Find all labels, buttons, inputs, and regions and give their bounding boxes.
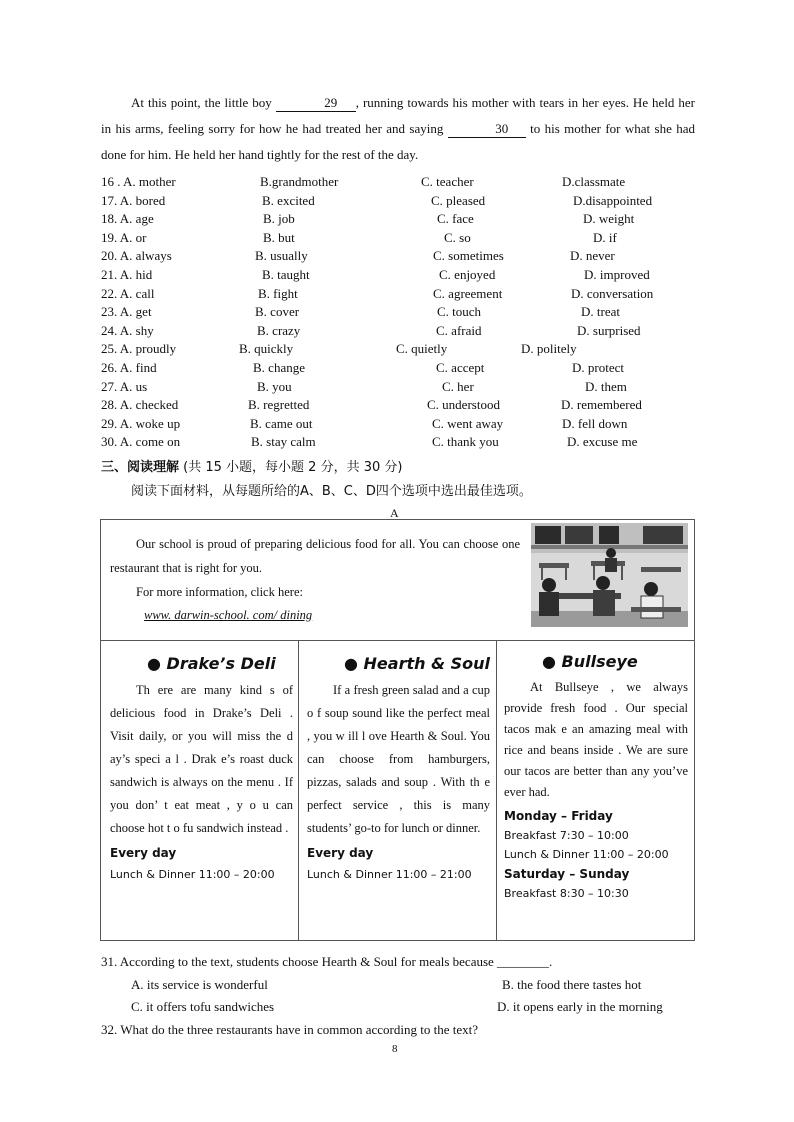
option-b: B. usually — [255, 248, 308, 264]
option-b: B. taught — [262, 266, 310, 282]
choice-row — [101, 229, 701, 248]
option-b: B. fight — [258, 285, 298, 301]
option-b: B. but — [263, 229, 295, 245]
option-d: D. politely — [521, 341, 577, 357]
option-c: C. her — [442, 378, 474, 394]
option-d: D. if — [593, 229, 617, 245]
option-c: C. understood — [427, 397, 500, 413]
option-b: B.grandmother — [260, 174, 339, 189]
option-a: 19. A. or — [101, 229, 147, 245]
restaurant-name: ● Hearth & Soul — [344, 654, 490, 673]
option-a: 21. A. hid — [101, 266, 153, 282]
hours-time: Lunch & Dinner 11:00 – 20:00 — [110, 868, 275, 881]
choice-row — [101, 192, 701, 211]
passage-text: in his arms, feeling sorry for how he had treated her and saying — [101, 121, 444, 136]
option-d: D. surprised — [577, 322, 641, 338]
option-d: D. conversation — [571, 285, 654, 301]
cafeteria-illustration — [531, 523, 688, 627]
section-note: (共 15 小题，每小题 2 分，共 30 分) — [183, 460, 403, 475]
passage-text: done for him. He held her hand tightly for the rest of the day. — [101, 147, 419, 162]
option-b: B. stay calm — [251, 434, 316, 450]
restaurant-name: ● Bullseye — [542, 652, 638, 671]
choice-row — [101, 378, 701, 397]
hours-label-weekend: Saturday – Sunday — [504, 867, 630, 881]
option-d: D. remembered — [561, 397, 642, 413]
intro-more-info: For more information, click here: — [136, 585, 303, 599]
restaurant-description: Th ere are many kind s of delicious food in Drake’s Deli . Visit daily, or you will miss the d ay’s speci a l . Drak e’s roast duck sandwich is always on the menu . If you don’ t eat meat , y o u can choose hot t o fu sandwich instead . — [110, 683, 293, 835]
option-c: C. pleased — [431, 192, 486, 208]
option-c: C. afraid — [436, 322, 482, 338]
option-b: B. job — [263, 211, 295, 227]
option-d: D. fell down — [562, 415, 628, 431]
q31-option-a: A. its service is wonderful — [131, 977, 268, 992]
blank-30: 30 — [448, 121, 526, 138]
ad-intro — [110, 532, 520, 626]
choice-row — [101, 303, 701, 322]
option-c: C. face — [437, 211, 474, 227]
choice-row — [101, 359, 701, 378]
option-b: B. quickly — [239, 341, 294, 357]
passage-paragraph — [101, 90, 695, 168]
option-a: 29. A. woke up — [101, 415, 181, 431]
option-b: B. regretted — [248, 397, 310, 413]
option-c: C. accept — [436, 359, 485, 375]
q31-option-b: B. the food there tastes hot — [502, 977, 642, 992]
option-d: D. excuse me — [567, 434, 638, 450]
option-d: D. them — [585, 378, 627, 394]
option-a: 23. A. get — [101, 304, 152, 320]
question-32-stem: 32. What do the three restaurants have in common according to the text? — [101, 1022, 478, 1037]
option-a: 25. A. proudly — [101, 341, 177, 357]
intro-text: Our school is proud of preparing delicious food for all. You can choose one restaurant that is right for you. — [110, 537, 520, 575]
choice-row — [101, 247, 701, 266]
divider — [496, 640, 497, 940]
option-b: B. change — [253, 359, 305, 375]
restaurant-drakes-deli — [110, 640, 293, 940]
option-c: C. quietly — [396, 341, 448, 357]
option-c: C. thank you — [432, 434, 499, 450]
option-a: 27. A. us — [101, 378, 148, 394]
option-c: C. so — [444, 229, 471, 245]
option-d: D.classmate — [562, 174, 626, 189]
choice-list — [101, 173, 701, 452]
option-b: B. came out — [250, 415, 313, 431]
passage-text: , running towards his mother with tears in her eyes. He held her — [355, 95, 695, 110]
option-b: B. you — [257, 378, 292, 394]
passage-text: At this point, the little boy — [131, 95, 272, 110]
q31-option-d: D. it opens early in the morning — [497, 999, 663, 1014]
choice-row — [101, 415, 701, 434]
option-a: 18. A. age — [101, 211, 154, 227]
option-b: B. crazy — [257, 322, 301, 338]
option-a: 24. A. shy — [101, 322, 154, 338]
option-a: 16 . A. mother — [101, 174, 176, 189]
option-c: C. teacher — [421, 174, 474, 189]
option-d: D. improved — [584, 266, 650, 282]
choice-row — [101, 210, 701, 229]
option-c: C. went away — [432, 415, 504, 431]
option-b: B. cover — [255, 304, 300, 320]
option-a: 22. A. call — [101, 285, 155, 301]
choice-row — [101, 285, 701, 304]
option-a: 17. A. bored — [101, 192, 166, 208]
question-31-stem: 31. According to the text, students choose Hearth & Soul for meals because ________. — [101, 954, 553, 969]
hours-label: Every day — [307, 846, 374, 860]
hours-time: Breakfast 7:30 – 10:00 — [504, 829, 629, 842]
hours-time: Lunch & Dinner 11:00 – 21:00 — [307, 868, 472, 881]
hours-time: Lunch & Dinner 11:00 – 20:00 — [504, 848, 669, 861]
restaurant-name: ● Drake’s Deli — [147, 654, 276, 673]
option-b: B. excited — [262, 192, 315, 208]
option-c: C. agreement — [433, 285, 503, 301]
choice-row — [101, 266, 701, 285]
choice-row — [101, 322, 701, 341]
blank-29: 29 — [276, 95, 356, 112]
hours-time: Breakfast 8:30 – 10:30 — [504, 887, 629, 900]
part-label: A — [390, 506, 399, 520]
option-c: C. sometimes — [433, 248, 504, 264]
section-title: 三、阅读理解 — [101, 460, 180, 475]
option-a: 26. A. find — [101, 359, 157, 375]
option-c: C. touch — [437, 304, 482, 320]
option-a: 30. A. come on — [101, 434, 181, 450]
option-d: D. never — [570, 248, 615, 264]
passage-text: to his mother for what she had — [530, 121, 696, 136]
dining-link[interactable]: www. darwin-school. com/ dining — [144, 608, 313, 622]
restaurant-bullseye — [504, 640, 688, 940]
section-heading — [101, 456, 402, 475]
hours-label-weekday: Monday – Friday — [504, 809, 613, 823]
option-d: D. protect — [572, 359, 624, 375]
restaurant-description: If a fresh green salad and a cup o f soup sound like the perfect meal , you w ill l ove Hearth & Soul. You can choose from hamburgers, pizzas, salads and soup . With th e perfect service , this is many students’ go-to for lunch or dinner. — [307, 683, 490, 835]
q31-option-c: C. it offers tofu sandwiches — [131, 999, 275, 1014]
choice-row — [101, 433, 701, 452]
option-a: 20. A. always — [101, 248, 172, 264]
divider — [298, 640, 299, 940]
hours-label: Every day — [110, 846, 177, 860]
option-d: D.disappointed — [573, 192, 653, 208]
restaurant-hearth-and-soul — [307, 640, 490, 940]
restaurant-description: At Bullseye , we always provide fresh food . Our special tacos mak e an amazing meal with rice and beans inside . We are sure our tacos are better than any you’ve ever had. — [504, 680, 688, 799]
section-instruction: 阅读下面材料，从每题所给的A、B、C、D四个选项中选出最佳选项。 — [131, 484, 532, 499]
option-a: 28. A. checked — [101, 397, 179, 413]
choice-row — [101, 396, 701, 415]
dining-ad-box — [100, 519, 695, 941]
option-d: D. weight — [583, 211, 635, 227]
page-number: 8 — [392, 1043, 398, 1055]
choice-row — [101, 173, 701, 192]
option-d: D. treat — [581, 304, 620, 320]
choice-row — [101, 340, 701, 359]
option-c: C. enjoyed — [439, 266, 496, 282]
